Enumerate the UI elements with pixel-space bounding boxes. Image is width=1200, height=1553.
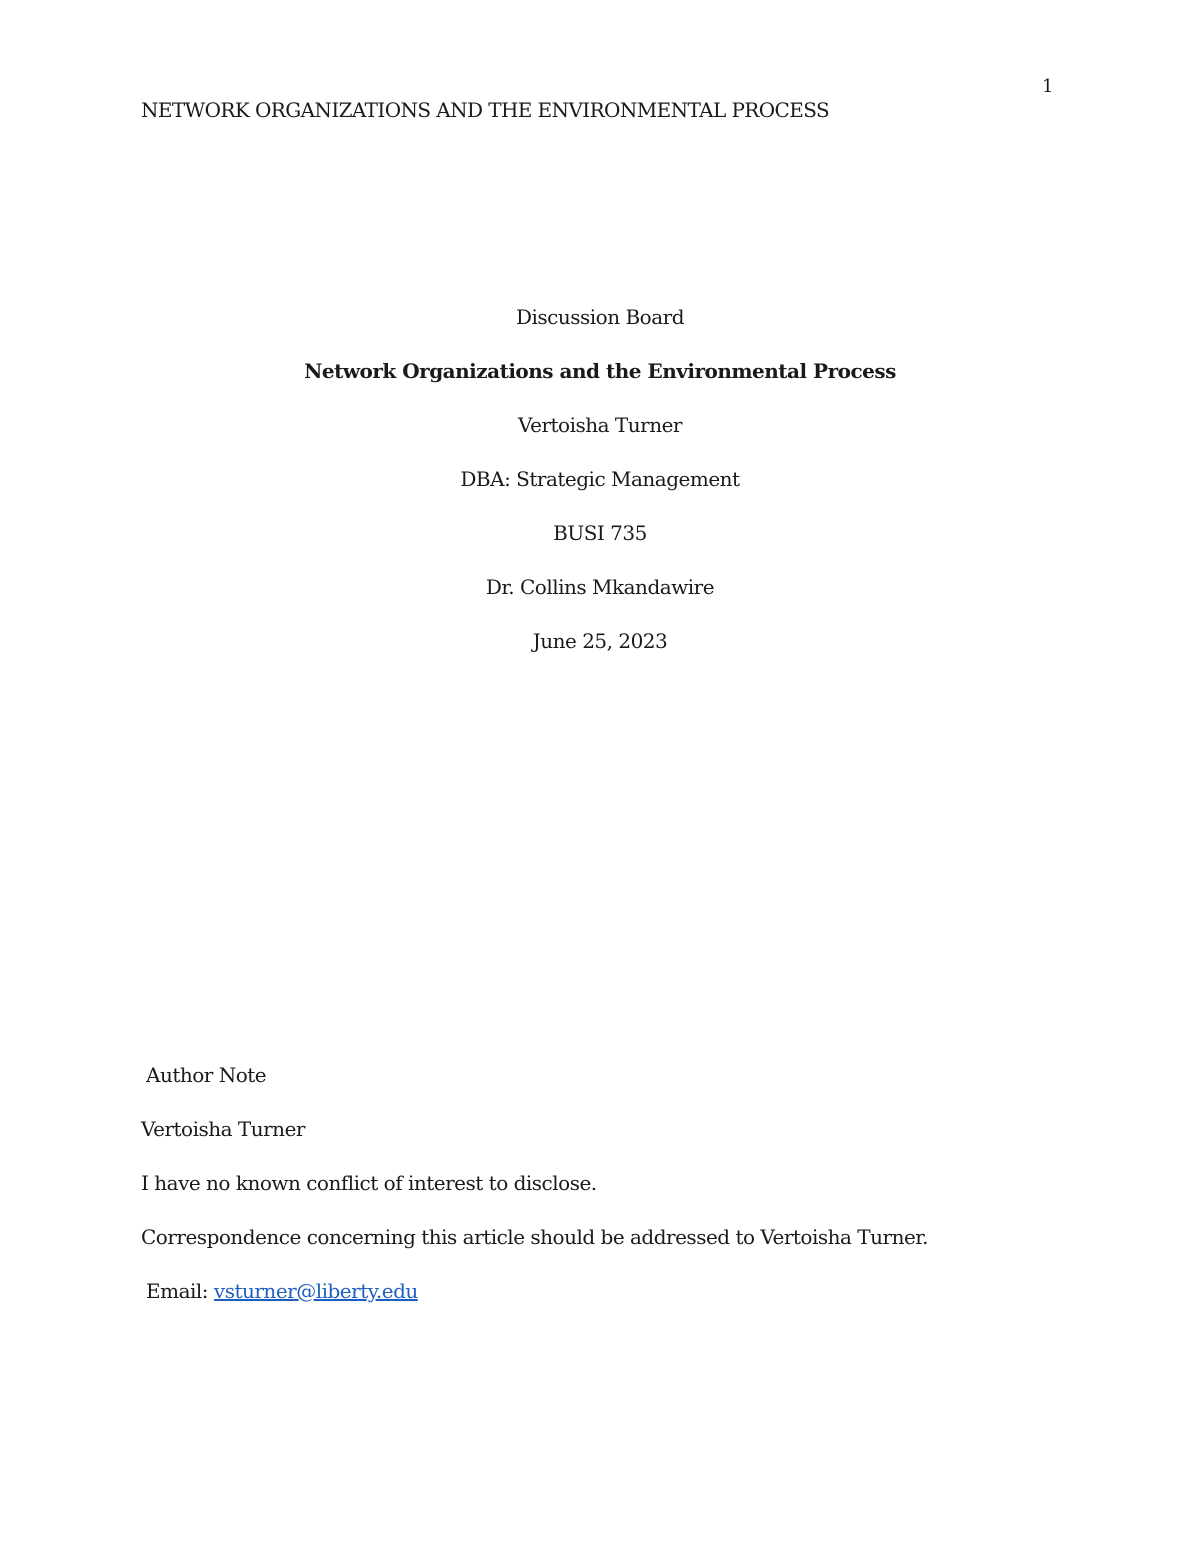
conflict-statement: I have no known conflict of interest to disclose. <box>141 1171 597 1195</box>
title-block <box>0 304 1200 682</box>
submission-date: June 25, 2023 <box>532 629 668 653</box>
course-code: BUSI 735 <box>553 521 647 545</box>
author-note-heading: Author Note <box>146 1063 267 1087</box>
email-link[interactable]: vsturner@liberty.edu <box>213 1279 418 1303</box>
author-name: Vertoisha Turner <box>518 413 682 437</box>
correspondence-statement: Correspondence concerning this article should be addressed to Vertoisha Turner. <box>141 1225 929 1249</box>
author-note-name: Vertoisha Turner <box>141 1117 305 1141</box>
instructor-name: Dr. Collins Mkandawire <box>485 575 715 599</box>
page-number: 1 <box>1042 76 1054 97</box>
program-name: DBA: Strategic Management <box>460 467 740 491</box>
author-note-section <box>141 1062 1101 1332</box>
paper-title: Network Organizations and the Environmental Process <box>304 359 896 383</box>
email-line <box>141 1278 1101 1305</box>
running-head: NETWORK ORGANIZATIONS AND THE ENVIRONMENTAL PROCESS <box>141 98 830 122</box>
assignment-label: Discussion Board <box>515 305 684 329</box>
email-label: Email: <box>146 1279 214 1303</box>
